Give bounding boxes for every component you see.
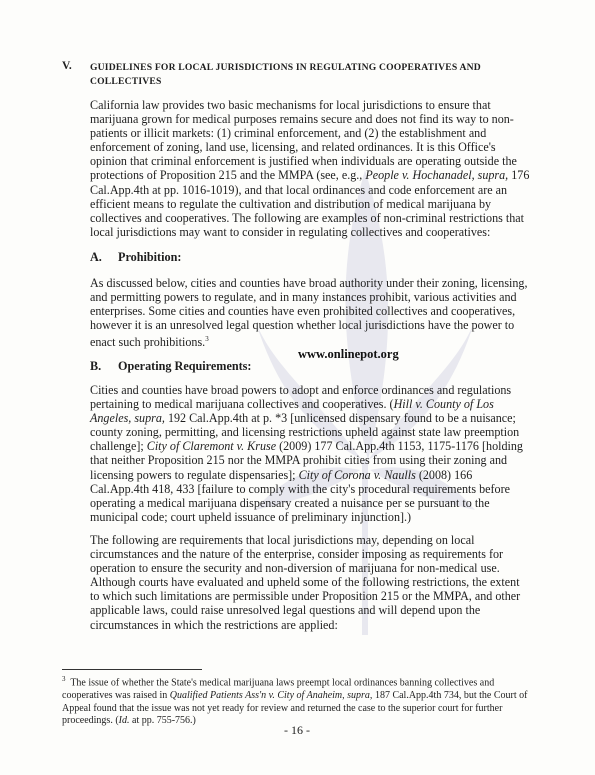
section-title: GUIDELINES FOR LOCAL JURISDICTIONS IN REGULATING COOPERATIVES AND COLLECTIVES [90, 62, 481, 87]
subsection-b-title: Operating Requirements: [118, 359, 252, 373]
op1-text-c: (2009) 177 Cal.App.4th 1153, 1175-1176 [holding that neither Proposition 215 nor the MMPA prohibit cities from using their zoning and licensing powers to regulate dispensaries]; [90, 439, 523, 482]
operating-paragraph-2: The following are requirements that local jurisdictions may, depending on local circumstances and the nature of the enterprise, consider imposing as requirements for operation to ensure the security and non-diversion of marijuana for non-medical use. Although courts have evaluated and upheld some of the following restrictions, the extent to which such limitations are permissible under Proposition 215 or the MMPA, and other applicable laws, could raise unresolved legal questions and will depend upon the circumstances in which the restrictions are applied: [90, 533, 521, 632]
op1-text-d: (2008) 166 Cal.App.4th 418, 433 [failure to comply with the city's procedural requirements before operating a medical marijuana dispensary created a nuisance per se pursuant to the municipal code; court upheld issuance of preliminary injunction].) [90, 467, 510, 524]
operating-paragraph-1 [90, 383, 530, 524]
subsection-a-letter: A. [90, 250, 102, 264]
footnote-text-a: The issue of whether the State's medical marijuana laws preempt local ordinances banning collectives and cooperatives was raised in [62, 677, 495, 701]
footnote-text-b: 187 Cal.App.4th 734, but the Court of Appeal found that the issue was not yet ready for review and returned the case to the superior court for further proceedings. ( [62, 689, 528, 727]
footnote-text-c: at pp. 755-756.) [129, 715, 196, 727]
case-citation: People v. Hochanadel, supra, [365, 168, 509, 183]
watermark-url: www.onlinepot.org [298, 347, 399, 361]
prohibition-text: As discussed below, cities and counties have broad authority under their zoning, licensing, and permitting powers to regulate, and in many instances prohibit, various activities and enterprises. Some cities and counties have even prohibited collectives and cooperatives, however it is an unresolved legal question whether local jurisdictions have the power to enact such prohibitions. [90, 276, 528, 350]
case-citation-hill: Hill v. County of Los Angeles, supra, [90, 397, 494, 426]
prohibition-paragraph [90, 276, 530, 350]
case-citation-claremont: City of Claremont v. Kruse [146, 439, 277, 454]
subsection-a-title: Prohibition: [118, 250, 182, 264]
footnote-ref: 3 [205, 335, 209, 344]
case-citation-corona: City of Corona v. Naulls [298, 467, 416, 482]
footnote-divider [62, 669, 202, 670]
footnote-id: Id. [118, 715, 130, 727]
footnote-number: 3 [62, 675, 66, 683]
footnote-case: Qualified Patients Ass'n v. City of Anaheim, supra, [169, 689, 373, 701]
section-number: V. [62, 60, 72, 72]
intro-text: California law provides two basic mechanisms for local jurisdictions to ensure that marijuana grown for medical purposes remains secure and does not find its way to non-patients or illicit markets: (1) criminal enforcement, and (2) the establishment and enforcement of zoning, land use, licensing, and related ordinances. It is this Office's opinion that criminal enforcement is justified when individuals are operating outside the protections of Proposition 215 and the MMPA (see, e.g., [90, 98, 517, 183]
intro-paragraph [90, 98, 530, 239]
op1-text-a: Cities and counties have broad powers to adopt and enforce ordinances and regulations pertaining to medical marijuana collectives and cooperatives. ( [90, 383, 512, 412]
intro-text-cont: 176 Cal.App.4th at pp. 1016-1019), and that local ordinances and code enforcement are an efficient means to regulate the cultivation and distribution of medical marijuana by collectives and cooperatives. The following are examples of non-criminal restrictions that local jurisdictions may want to consider in regulating collectives and cooperatives: [90, 168, 530, 239]
subsection-b-letter: B. [90, 359, 102, 373]
page-number: - 16 - [284, 723, 310, 737]
footnote [62, 673, 532, 728]
op1-text-b: 192 Cal.App.4th at p. *3 [unlicensed dispensary found to be a nuisance; county zoning, permitting, and licensing restrictions upheld against state law preemption challenge]; [90, 411, 520, 454]
